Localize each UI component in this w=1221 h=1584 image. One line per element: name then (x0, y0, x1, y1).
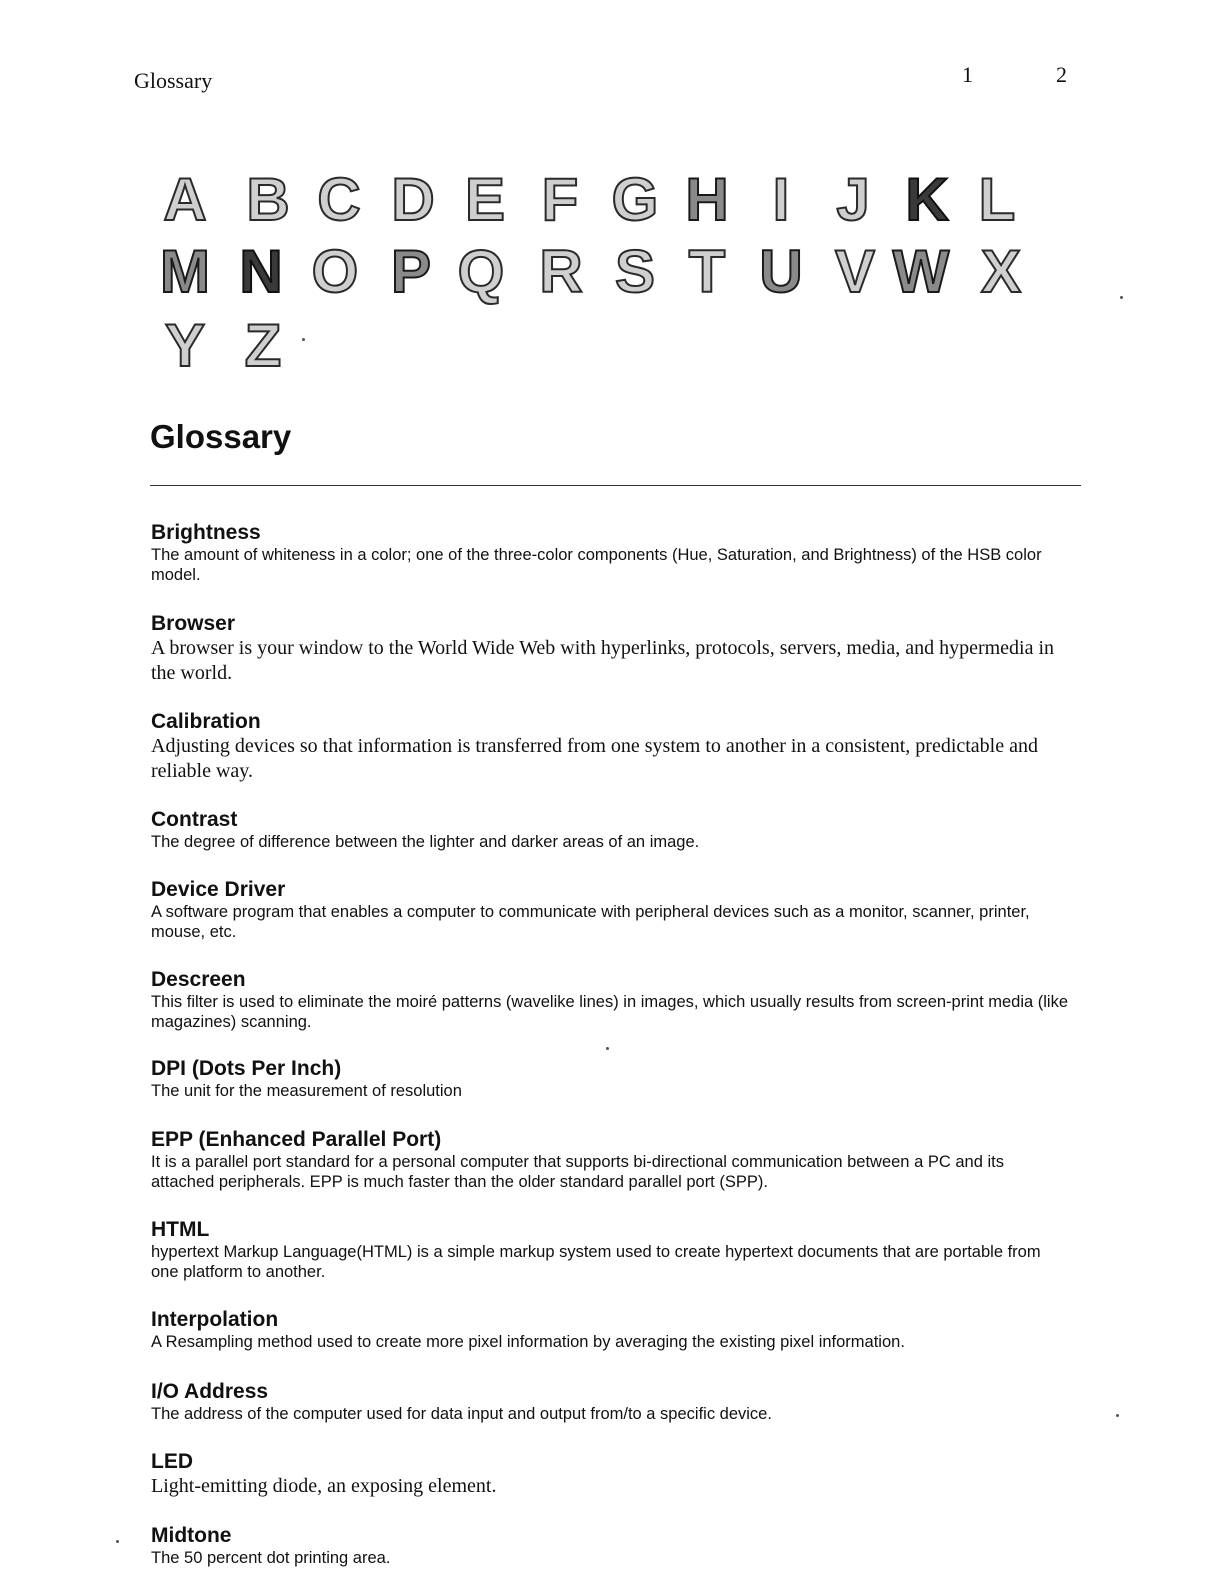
glossary-definition: A browser is your window to the World Wide Web with hyperlinks, protocols, servers, media, and hypermedia in the world. (151, 637, 1055, 684)
alphabet-letter: Z (244, 312, 282, 379)
glossary-term: DPI (Dots Per Inch) (151, 1057, 342, 1080)
alphabet-letter: G (611, 166, 659, 233)
glossary-entry (151, 612, 1071, 686)
glossary-definition: Light-emitting diode, an exposing element. (151, 1475, 497, 1497)
alphabet-letter: E (464, 166, 506, 233)
alphabet-letter: A (163, 166, 207, 233)
glossary-definition: A Resampling method used to create more pixel information by averaging the existing pixel information. (151, 1333, 905, 1351)
page-title: Glossary (150, 418, 292, 455)
glossary-definition: Adjusting devices so that information is transferred from one system to another in a consistent, predictable and reliable way. (151, 735, 1038, 782)
alphabet-letter: P (390, 238, 432, 305)
alphabet-letter: Q (457, 238, 505, 305)
glossary-definition: hypertext Markup Language(HTML) is a simple markup system used to create hypertext documents that are portable from one platform to another. (151, 1243, 1041, 1281)
glossary-definition: This filter is used to eliminate the moiré patterns (wavelike lines) in images, which usually results from screen-print media (like magazines) scanning. (151, 993, 1069, 1031)
running-header-title: Glossary (134, 68, 213, 93)
alphabet-letter: H (685, 166, 729, 233)
scan-speck (116, 1540, 119, 1543)
glossary-term: I/O Address (151, 1380, 269, 1403)
glossary-definition: The amount of whiteness in a color; one of the three-color components (Hue, Saturation, and Brightness) of the HSB color model. (151, 546, 1042, 584)
decorative-alphabet (155, 168, 1055, 388)
alphabet-letter: R (539, 238, 583, 305)
alphabet-letter: M (160, 238, 210, 305)
glossary-entry (151, 1450, 1071, 1499)
alphabet-letter: N (239, 238, 283, 305)
glossary-term: Contrast (151, 808, 238, 831)
glossary-entry (151, 710, 1071, 784)
glossary-entry (151, 808, 1071, 852)
scan-speck (302, 338, 305, 341)
glossary-definition: It is a parallel port standard for a personal computer that supports bi-directional communication between a PC and its attached peripherals. EPP is much faster than the older standard parallel port (SPP). (151, 1153, 1004, 1191)
alphabet-letter: D (391, 166, 435, 233)
alphabet-letter: B (246, 166, 290, 233)
glossary-term: HTML (151, 1218, 210, 1241)
scan-speck (606, 1047, 609, 1050)
glossary-term: Midtone (151, 1524, 232, 1547)
glossary-entry (151, 1308, 1071, 1352)
glossary-term: Calibration (151, 710, 261, 733)
alphabet-letter: S (614, 238, 656, 305)
alphabet-letter: W (892, 238, 950, 305)
glossary-term: Brightness (151, 521, 261, 544)
alphabet-letter: O (311, 238, 359, 305)
glossary-definition: The 50 percent dot printing area. (151, 1549, 391, 1567)
glossary-entry (151, 521, 1071, 585)
glossary-definition: The degree of difference between the lighter and darker areas of an image. (151, 833, 700, 851)
alphabet-letter: I (772, 166, 790, 233)
alphabet-letter: L (978, 166, 1016, 233)
title-divider (150, 485, 1081, 486)
glossary-term: Descreen (151, 968, 246, 991)
glossary-definition: A software program that enables a computer to communicate with peripheral devices such as a monitor, scanner, printer, mouse, etc. (151, 903, 1030, 941)
alphabet-letter: T (688, 238, 726, 305)
glossary-entry (151, 1524, 1071, 1568)
alphabet-letter: V (834, 238, 876, 305)
alphabet-letter: C (317, 166, 361, 233)
glossary-term: Browser (151, 612, 236, 635)
page-number-1: 1 (962, 62, 973, 87)
glossary-entry (151, 878, 1071, 942)
glossary-definition: The address of the computer used for data input and output from/to a specific device. (151, 1405, 772, 1423)
glossary-term: LED (151, 1450, 193, 1473)
glossary-entry (151, 1380, 1071, 1424)
alphabet-letter: F (541, 166, 579, 233)
page-number-2: 2 (1056, 62, 1067, 87)
scan-speck (1116, 1414, 1119, 1417)
alphabet-letter: J (836, 166, 870, 233)
alphabet-letter: K (905, 166, 949, 233)
glossary-entry (151, 1218, 1071, 1282)
glossary-definition: The unit for the measurement of resolution (151, 1082, 462, 1100)
glossary-term: Interpolation (151, 1308, 279, 1331)
glossary-term: Device Driver (151, 878, 286, 901)
glossary-entry (151, 1057, 1071, 1101)
glossary-entry (151, 968, 1071, 1032)
alphabet-letter: U (759, 238, 803, 305)
alphabet-letter: Y (164, 312, 206, 379)
glossary-term: EPP (Enhanced Parallel Port) (151, 1128, 442, 1151)
scan-speck (1120, 296, 1123, 299)
alphabet-letter: X (980, 238, 1022, 305)
page-numbers (0, 62, 1221, 92)
glossary-entry (151, 1128, 1071, 1192)
